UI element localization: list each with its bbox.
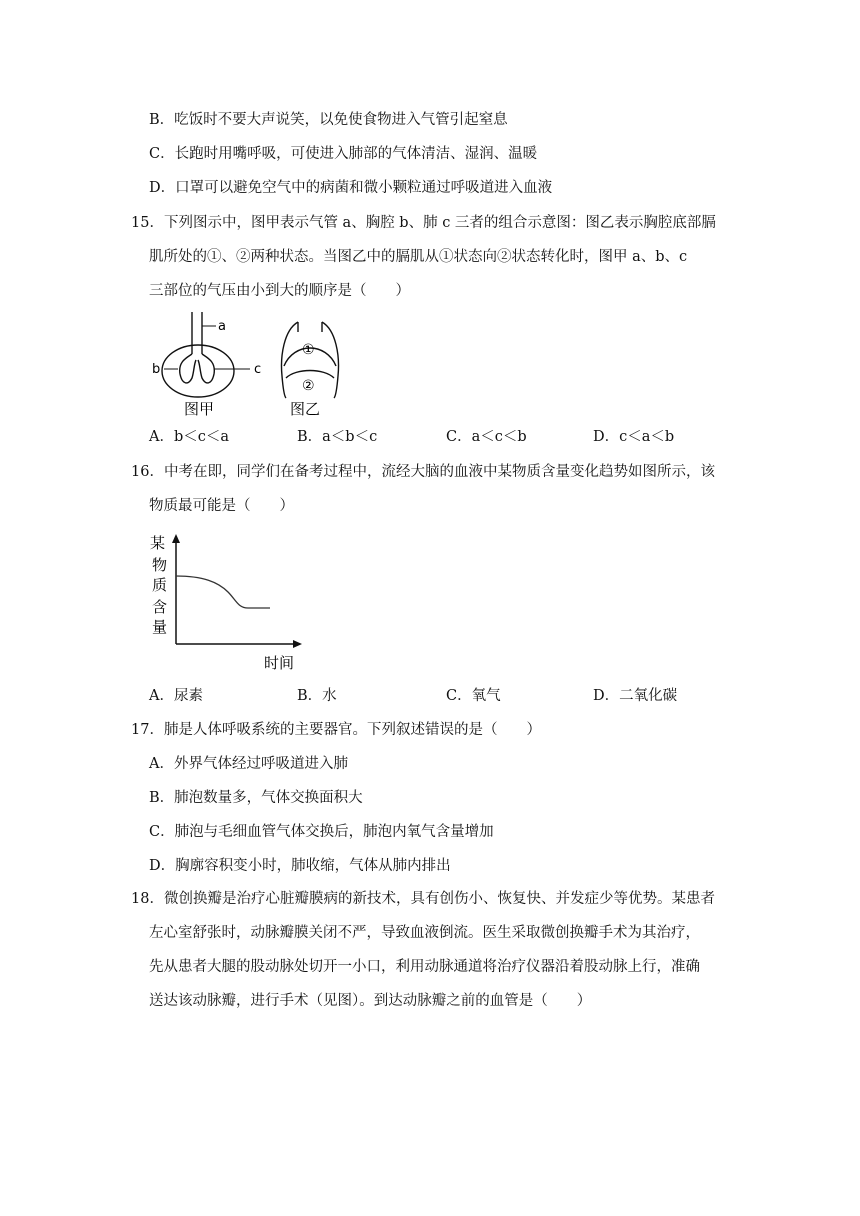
q14-option-b: B．吃饭时不要大声说笑，以免使食物进入气管引起窒息 — [149, 112, 508, 128]
q15-stem-line1: 15．下列图示中，图甲表示气管 a、胸腔 b、肺 c 三者的组合示意图：图乙表示胸腔底部膈 — [131, 215, 716, 231]
label-b: b — [152, 362, 161, 377]
state-2: ② — [302, 378, 315, 394]
ylabel-char-4: 含 — [152, 598, 168, 616]
q15-option-a: A．b＜c＜a — [149, 429, 230, 445]
q17-option-b: B．肺泡数量多，气体交换面积大 — [149, 790, 363, 806]
q16-stem-line2: 物质最可能是（ ） — [149, 498, 294, 514]
state-1: ① — [302, 342, 315, 358]
figure-yi-caption: 图乙 — [290, 400, 321, 418]
q16-graph — [148, 530, 308, 675]
q17-stem: 17．肺是人体呼吸系统的主要器官。下列叙述错误的是（ ） — [131, 722, 541, 738]
label-c: c — [254, 362, 262, 377]
q17-option-a: A．外界气体经过呼吸道进入肺 — [149, 756, 348, 772]
q16-option-b: B．水 — [297, 688, 337, 704]
q14-option-c: C．长跑时用嘴呼吸，可使进入肺部的气体清洁、湿润、温暖 — [149, 146, 538, 162]
q15-option-b: B．a＜b＜c — [297, 429, 378, 445]
ylabel-char-2: 物 — [152, 556, 168, 574]
q17-option-c: C．肺泡与毛细血管气体交换后，肺泡内氧气含量增加 — [149, 824, 494, 840]
figure-yi — [276, 316, 346, 420]
q15-option-c: C．a＜c＜b — [446, 429, 527, 445]
q15-stem-line2: 肌所处的①、②两种状态。当图乙中的膈肌从①状态向②状态转化时，图甲 a、b、c — [149, 249, 688, 265]
figure-jia-caption: 图甲 — [184, 400, 215, 418]
ylabel-char-5: 量 — [152, 618, 168, 636]
q18-stem-line1: 18．微创换瓣是治疗心脏瓣膜病的新技术，具有创伤小、恢复快、并发症少等优势。某患者 — [131, 891, 715, 907]
ylabel-char-1: 某 — [150, 534, 166, 552]
q18-stem-line3: 先从患者大腿的股动脉处切开一小口，利用动脉通道将治疗仪器沿着股动脉上行，准确 — [149, 959, 700, 975]
q15-option-d: D．c＜a＜b — [593, 429, 675, 445]
q18-stem-line2: 左心室舒张时，动脉瓣膜关闭不严，导致血液倒流。医生采取微创换瓣手术为其治疗， — [149, 925, 700, 941]
q18-stem-line4: 送达该动脉瓣，进行手术（见图）。到达动脉瓣之前的血管是（ ） — [149, 993, 592, 1009]
q17-option-d: D．胸廓容积变小时，肺收缩，气体从肺内排出 — [149, 858, 451, 874]
q16-stem-line1: 16．中考在即，同学们在备考过程中，流经大脑的血液中某物质含量变化趋势如图所示，该 — [131, 464, 715, 480]
ylabel-char-3: 质 — [152, 576, 168, 594]
label-a: a — [218, 319, 226, 334]
q16-option-d: D．二氧化碳 — [593, 688, 678, 704]
figure-jia — [148, 308, 278, 420]
xlabel: 时间 — [264, 654, 295, 672]
q16-option-a: A．尿素 — [149, 688, 203, 704]
q15-stem-line3: 三部位的气压由小到大的顺序是（ ） — [149, 283, 410, 299]
q14-option-d: D．口罩可以避免空气中的病菌和微小颗粒通过呼吸道进入血液 — [149, 180, 553, 196]
q16-option-c: C．氧气 — [446, 688, 501, 704]
